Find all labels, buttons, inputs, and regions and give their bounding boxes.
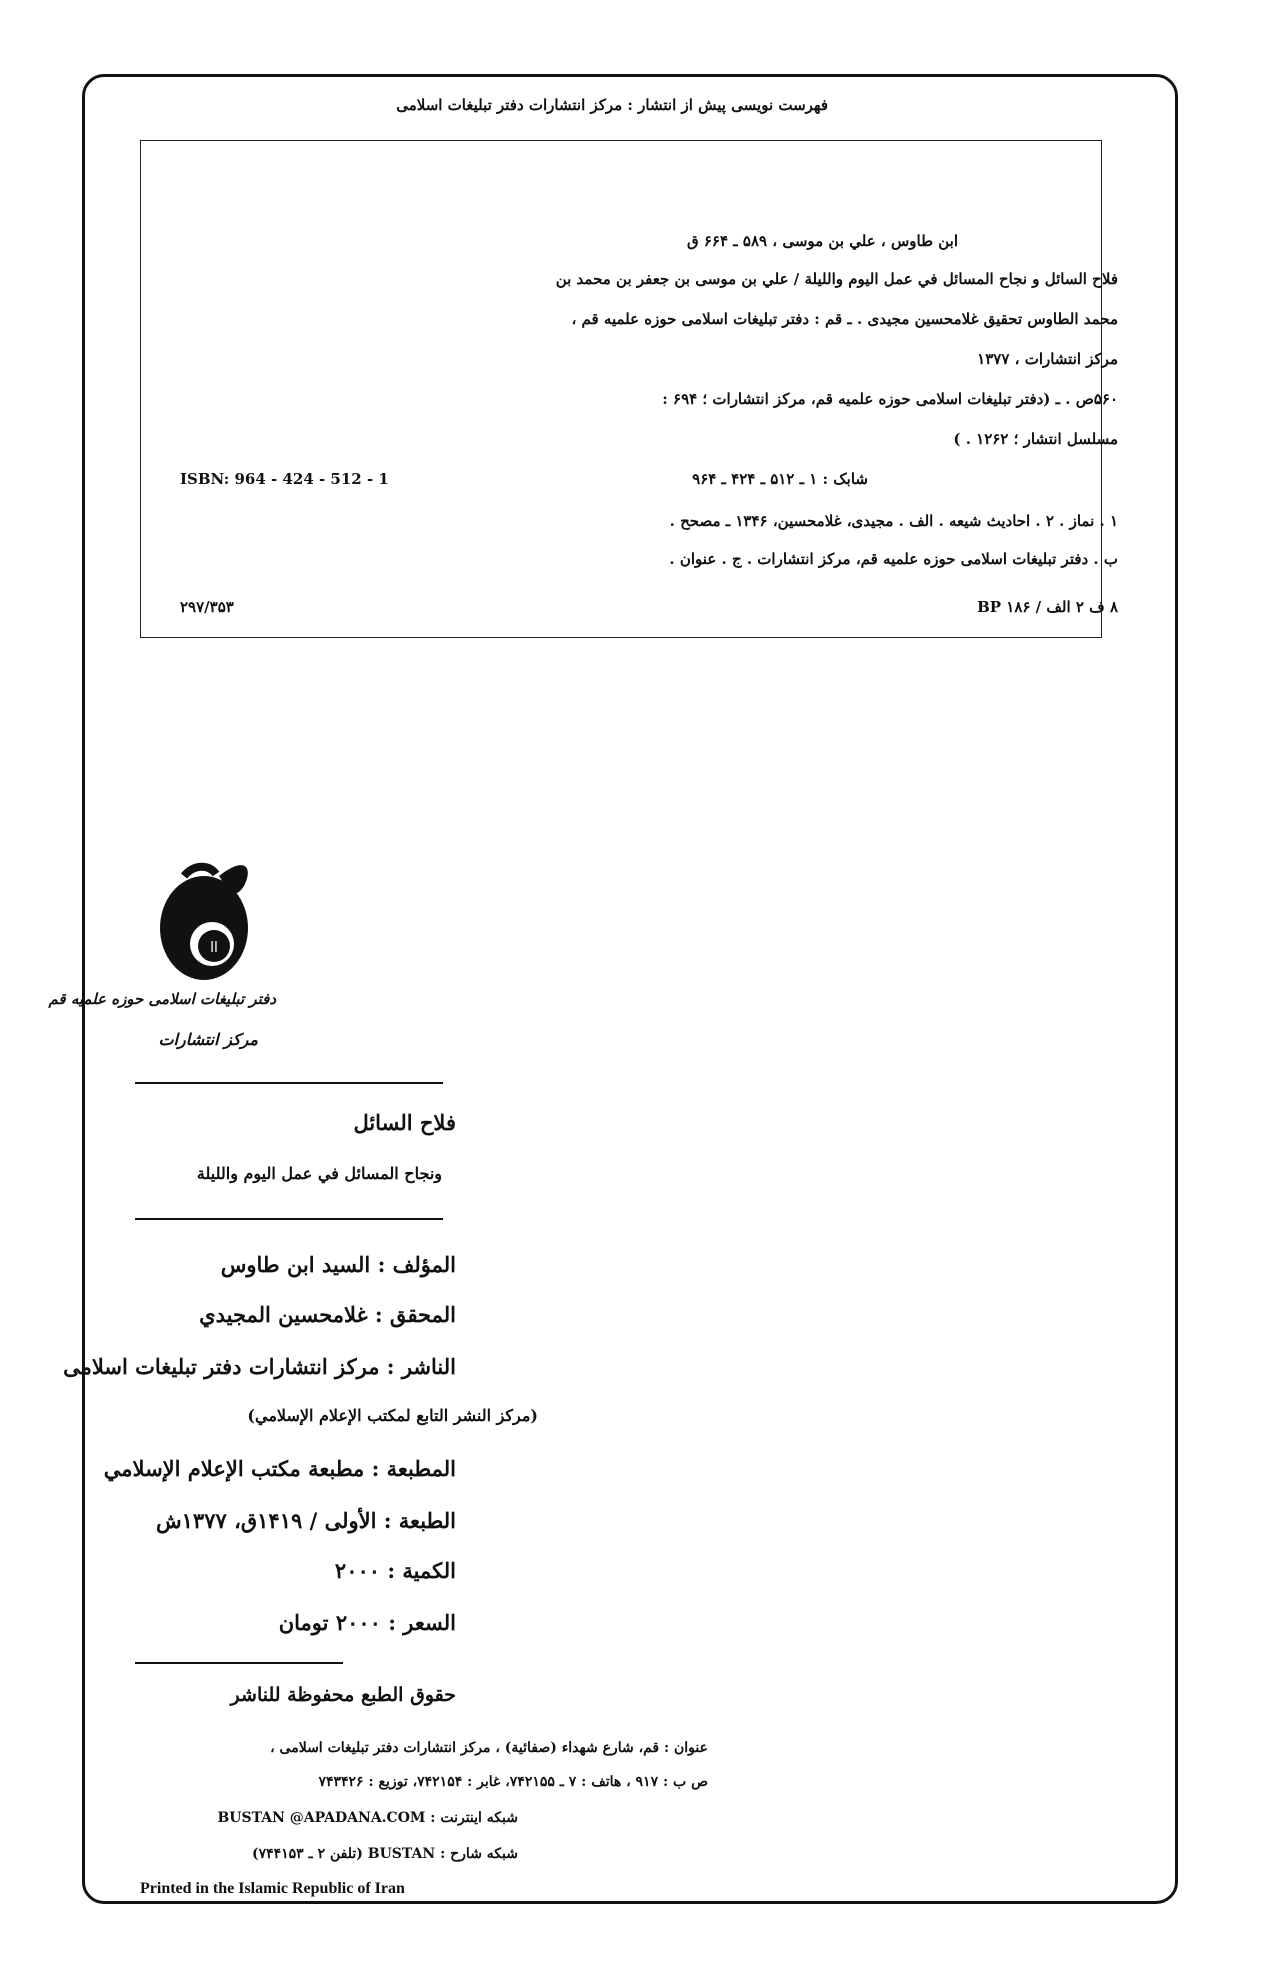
dewey-number: ۲۹۷/۳۵۳ bbox=[180, 598, 234, 616]
editor: المحقق : غلامحسين المجيدي bbox=[199, 1302, 456, 1327]
logo-text-1: دفتر تبلیغات اسلامی حوزه علمیه قم bbox=[48, 990, 276, 1008]
phones: ص ب : ۹۱۷ ، هاتف : ۷ ـ ۷۴۲۱۵۵، غابر : ۷۴۲۱۵۴، توزیع : ۷۴۳۴۲۶ bbox=[318, 1774, 708, 1790]
divider bbox=[135, 1082, 443, 1084]
catalog-line: ۵۶۰ص . ـ (دفتر تبليغات اسلامى حوزه علميه قم، مرکز انتشارات ؛ ۶۹۴ : bbox=[662, 390, 1118, 408]
press: المطبعة : مطبعة مكتب الإعلام الإسلامي bbox=[103, 1456, 456, 1481]
subjects-line-2: ب . دفتر تبلیغات اسلامی حوزه علمیه قم، مرکز انتشارات . ج . عنوان . bbox=[669, 550, 1118, 568]
book-title: فلاح السائل bbox=[353, 1110, 456, 1135]
catalog-line: ابن طاوس ، علي بن موسی ، ۵۸۹ ـ ۶۶۴ ق bbox=[687, 232, 958, 250]
edition: الطبعة : الأولی / ۱۴۱۹ق، ۱۳۷۷ش bbox=[156, 1508, 456, 1533]
catalog-header: فهرست نویسی پیش از انتشار : مرکز انتشارات دفتر تبلیغات اسلامی bbox=[396, 96, 828, 114]
catalog-line: مرکز انتشارات ، ۱۳۷۷ bbox=[977, 350, 1118, 368]
classification: ۸ ف ۲ الف / ۱۸۶ BP bbox=[977, 598, 1118, 616]
author: المؤلف : السيد ابن طاوس bbox=[220, 1252, 456, 1277]
address: عنوان : قم، شارع شهداء (صفائية) ، مرکز انتشارات دفتر تبلیغات اسلامی ، bbox=[270, 1740, 708, 1756]
publisher-logo bbox=[134, 846, 294, 1086]
catalog-line: فلاح السائل و نجاح المسائل في عمل اليوم والليلة / علي بن موسى بن جعفر بن محمد بن bbox=[555, 270, 1118, 288]
book-subtitle: ونجاح المسائل في عمل اليوم والليلة bbox=[196, 1164, 442, 1183]
local-network: شبکه شارح : BUSTAN (تلفن ۲ ـ ۷۴۴۱۵۳) bbox=[251, 1846, 518, 1862]
isbn-line: ISBN: 964 - 424 - 512 - 1 bbox=[180, 470, 389, 488]
catalog-line: محمد الطاوس تحقيق غلامحسين مجيدى . ـ قم : دفتر تبليغات اسلامی حوزه علميه قم ، bbox=[571, 310, 1118, 328]
shabak-line: شابک : ۱ ـ ۵۱۲ ـ ۴۲۴ ـ ۹۶۴ bbox=[692, 470, 868, 488]
subjects-line: ۱ . نماز . ۲ . احادیث شیعه . الف . مجیدی، غلامحسین، ۱۳۴۶ ـ مصحح . bbox=[669, 512, 1118, 530]
copyright: حقوق الطبع محفوظة للناشر bbox=[230, 1684, 456, 1706]
catalog-line: مسلسل انتشار ؛ ۱۲۶۲ . ) bbox=[953, 430, 1118, 448]
svg-text:ll: ll bbox=[210, 940, 218, 956]
divider bbox=[135, 1218, 443, 1220]
printed-in: Printed in the Islamic Republic of Iran bbox=[140, 1880, 405, 1897]
price: السعر : ۲۰۰۰ تومان bbox=[278, 1610, 456, 1635]
quantity: الكمية : ۲۰۰۰ bbox=[334, 1558, 456, 1583]
publisher: الناشر : مرکز انتشارات دفتر تبلیغات اسلامی bbox=[63, 1354, 456, 1379]
divider bbox=[135, 1662, 343, 1664]
internet: شبکه اینترنت : BUSTAN @APADANA.COM bbox=[217, 1810, 518, 1826]
logo-text-2: مرکز انتشارات bbox=[158, 1030, 258, 1049]
publisher-note: (مركز النشر التابع لمكتب الإعلام الإسلامي) bbox=[247, 1406, 538, 1425]
